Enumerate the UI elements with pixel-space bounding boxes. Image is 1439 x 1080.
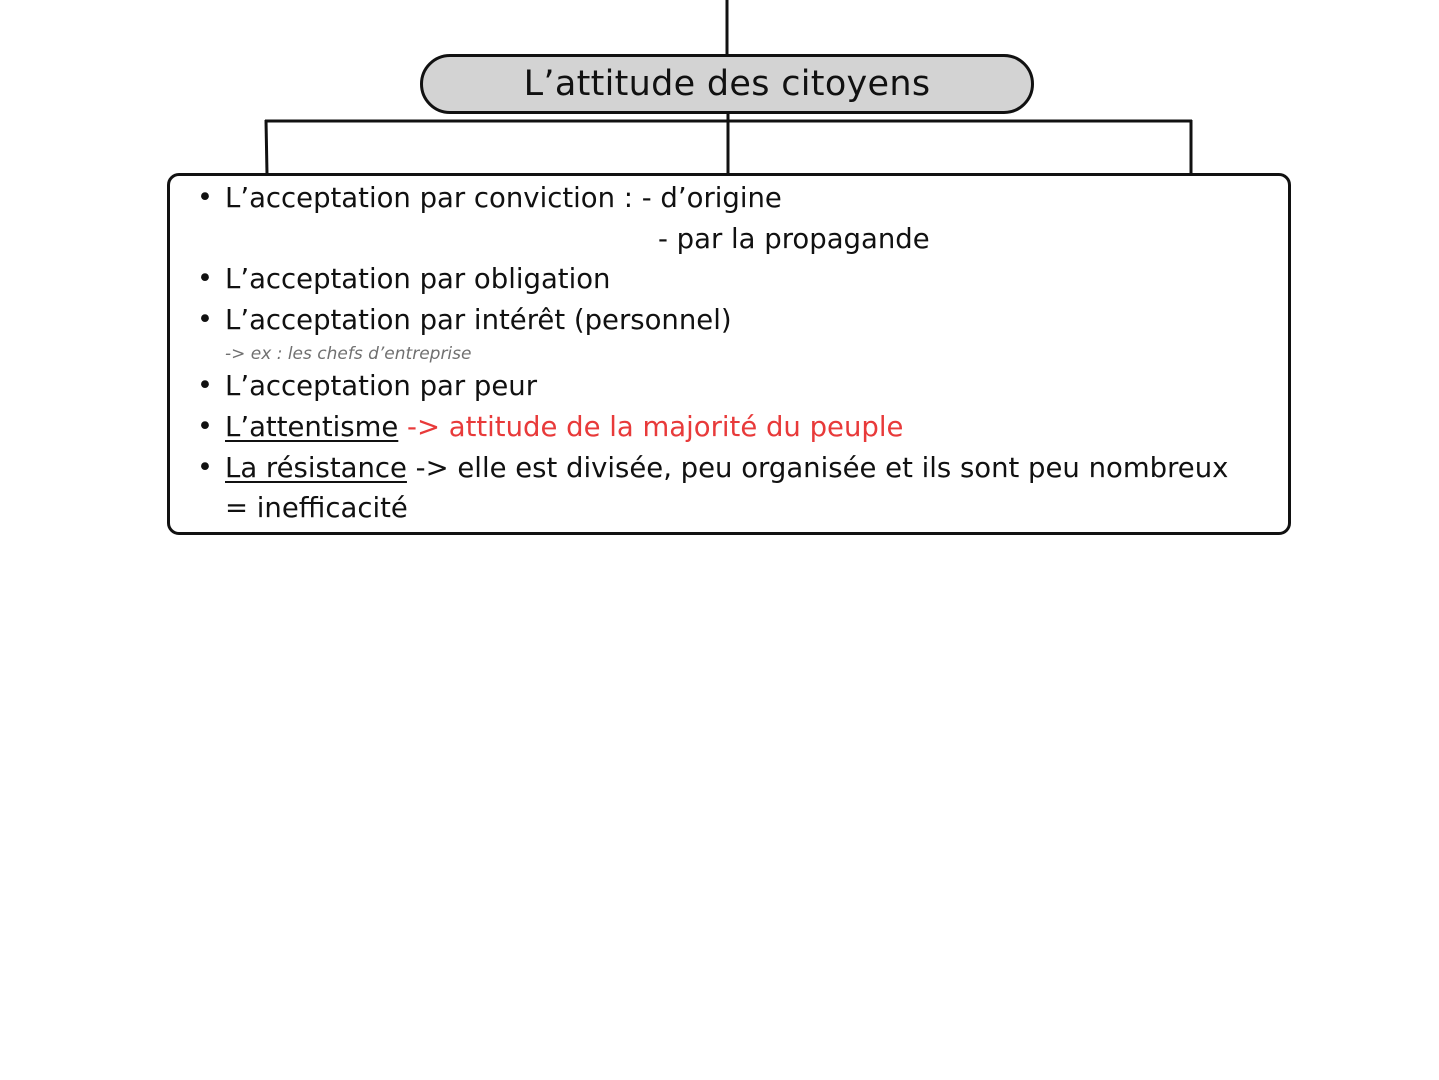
title-text: L’attitude des citoyens <box>523 64 931 104</box>
left-drop-connector <box>266 120 267 174</box>
list-item <box>197 450 1229 486</box>
item-text: L’acceptation par obligation <box>225 263 611 295</box>
note-text: -> ex : les chefs d’entreprise <box>225 344 472 364</box>
content-node <box>167 173 1291 535</box>
bullet: • <box>197 182 213 213</box>
list-item <box>197 180 782 216</box>
item-subtext: - par la propagande <box>658 223 930 255</box>
item-highlight-text: -> attitude de la majorité du peuple <box>398 411 904 443</box>
item-text: -> elle est divisée, peu organisée et ils sont peu nombreux <box>406 452 1229 484</box>
list-continuation <box>225 490 408 526</box>
item-term: L’attentisme <box>225 411 399 443</box>
bullet: • <box>197 304 213 335</box>
bullet: • <box>197 411 213 442</box>
item-text: L’acceptation par conviction : - d’origine <box>225 182 782 214</box>
item-text: L’acceptation par peur <box>225 370 538 402</box>
list-item <box>197 302 732 338</box>
item-continuation-text: = inefficacité <box>225 492 408 524</box>
bullet: • <box>197 370 213 401</box>
list-item <box>197 261 611 297</box>
bullet: • <box>197 452 213 483</box>
example-note <box>225 343 471 365</box>
item-text: L’acceptation par intérêt (personnel) <box>225 304 732 336</box>
list-subline <box>658 221 930 257</box>
list-item <box>197 368 538 404</box>
list-item <box>197 409 904 445</box>
title-node <box>420 54 1034 114</box>
bullet: • <box>197 263 213 294</box>
item-term: La résistance <box>225 452 407 484</box>
